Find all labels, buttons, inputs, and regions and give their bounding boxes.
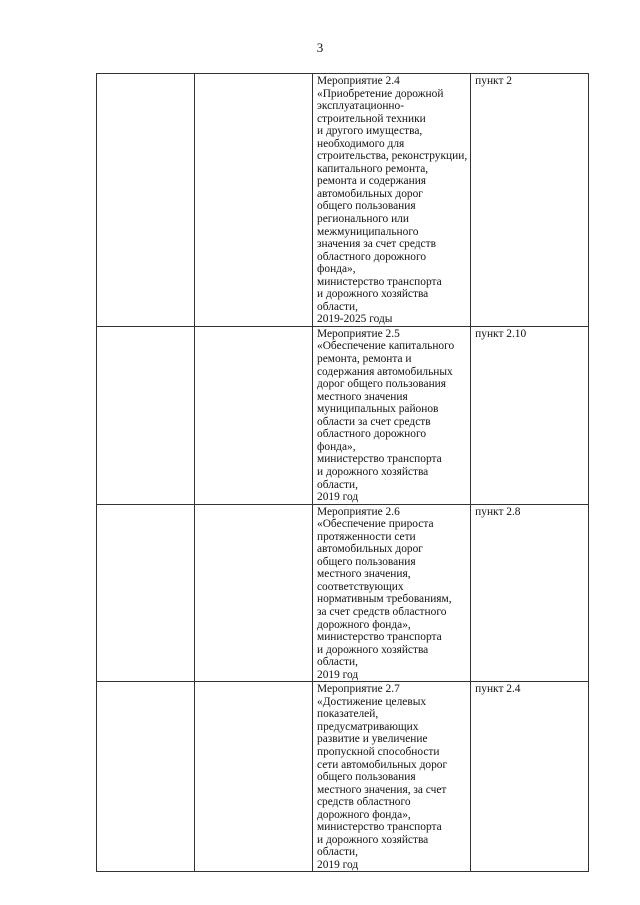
measures-table (96, 73, 589, 872)
description-line: содержания автомобильных (317, 365, 453, 378)
reference-cell (471, 74, 589, 327)
measure-description (313, 682, 471, 872)
description-line: 2019 год (317, 858, 359, 871)
description-line: и другого имущества, (317, 125, 423, 138)
reference-text: пункт 2.4 (475, 683, 521, 696)
description-line: строительства, реконструкции, (317, 150, 468, 163)
measure-description (313, 326, 471, 504)
description-line: министерство транспорта (317, 821, 442, 834)
description-line: значения за счет средств (317, 238, 436, 251)
description-line: и дорожного хозяйства (317, 833, 429, 846)
description-line: Мероприятие 2.6 (317, 505, 400, 518)
description-line: Мероприятие 2.5 (317, 327, 400, 340)
description-line: областного дорожного (317, 250, 427, 263)
description-line: фонда», (317, 440, 356, 453)
description-line: капитального ремонта, (317, 162, 429, 175)
measure-description (313, 74, 471, 327)
description-line: областного дорожного (317, 428, 427, 441)
description-line: фонда», (317, 263, 356, 276)
empty-cell (97, 74, 195, 327)
description-line: протяженности сети (317, 530, 416, 543)
description-line: области, (317, 846, 358, 859)
description-line: пропускной способности (317, 745, 440, 758)
description-line: за счет средств областного (317, 605, 447, 618)
empty-cell (97, 326, 195, 504)
description-line: Мероприятие 2.7 (317, 683, 400, 696)
description-line: сети автомобильных дорог (317, 758, 448, 771)
description-line: местного значения (317, 390, 408, 403)
description-line: «Обеспечение капитального (317, 340, 455, 353)
reference-text: пункт 2.10 (475, 327, 527, 340)
empty-cell (195, 504, 313, 682)
description-line: автомобильных дорог (317, 187, 423, 200)
description-line: министерство транспорта (317, 631, 442, 644)
empty-cell (195, 326, 313, 504)
description-line: предусматривающих (317, 720, 419, 733)
description-line: 2019 год (317, 491, 359, 504)
reference-text: пункт 2 (475, 75, 512, 87)
description-line: необходимого для (317, 137, 405, 150)
empty-cell (195, 682, 313, 872)
description-line: строительной техники (317, 112, 426, 125)
description-line: «Достижение целевых (317, 695, 427, 708)
description-line: межмуниципального (317, 225, 419, 238)
description-line: местного значения, за счет (317, 783, 447, 796)
description-line: дорожного фонда», (317, 618, 411, 631)
description-line: регионального или (317, 213, 409, 226)
empty-cell (97, 682, 195, 872)
description-line: дорожного фонда», (317, 808, 411, 821)
description-line: Мероприятие 2.4 (317, 75, 400, 87)
description-line: эксплуатационно- (317, 100, 405, 113)
description-line: ремонта и содержания (317, 175, 427, 188)
description-line: дорог общего пользования (317, 378, 447, 391)
table-row (97, 504, 589, 682)
description-line: 2019 год (317, 668, 359, 681)
page-number: 3 (316, 40, 324, 55)
description-line: области за счет средств (317, 415, 431, 428)
empty-cell (97, 504, 195, 682)
measure-description (313, 504, 471, 682)
table-row (97, 326, 589, 504)
description-line: показателей, (317, 708, 379, 721)
reference-cell (471, 504, 589, 682)
description-line: и дорожного хозяйства (317, 643, 429, 656)
table-row (97, 74, 589, 327)
description-line: муниципальных районов (317, 403, 439, 416)
description-line: области, (317, 300, 358, 313)
description-line: средств областного (317, 796, 411, 809)
description-line: «Приобретение дорожной (317, 87, 444, 100)
description-line: ремонта, ремонта и (317, 353, 412, 366)
reference-cell (471, 326, 589, 504)
description-line: и дорожного хозяйства (317, 288, 429, 301)
description-line: нормативным требованиям, (317, 593, 452, 606)
description-line: области, (317, 478, 358, 491)
empty-cell (195, 74, 313, 327)
description-line: министерство транспорта (317, 453, 442, 466)
description-line: министерство транспорта (317, 275, 442, 288)
reference-cell (471, 682, 589, 872)
description-line: и дорожного хозяйства (317, 465, 429, 478)
description-line: общего пользования (317, 555, 416, 568)
description-line: автомобильных дорог (317, 543, 423, 556)
description-line: общего пользования (317, 771, 416, 784)
description-line: соответствующих (317, 580, 404, 593)
reference-text: пункт 2.8 (475, 505, 521, 518)
description-line: 2019-2025 годы (317, 313, 393, 326)
description-line: «Обеспечение прироста (317, 518, 434, 531)
table-row (97, 682, 589, 872)
description-line: области, (317, 656, 358, 669)
description-line: развитие и увеличение (317, 733, 428, 746)
description-line: местного значения, (317, 568, 411, 581)
description-line: общего пользования (317, 200, 416, 213)
